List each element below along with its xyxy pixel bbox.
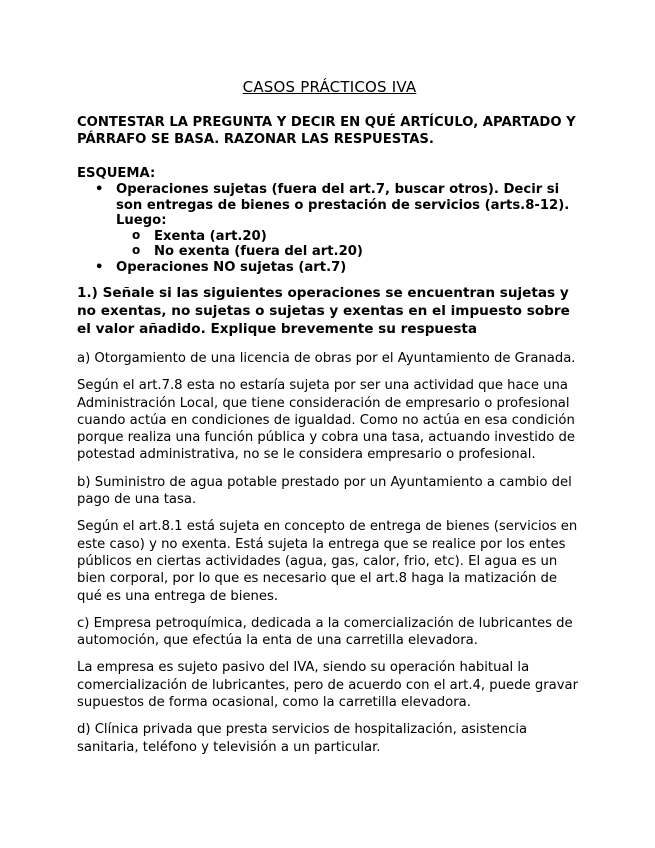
scheme-item-text: Operaciones NO sujetas (art.7): [116, 259, 347, 275]
scheme-item: [77, 260, 582, 276]
case-c-statement: c) Empresa petroquímica, dedicada a la comercialización de lubricantes de automoción, que efectúa la enta de una carretilla elevadora.: [77, 615, 573, 649]
scheme-sublist: [116, 229, 582, 260]
scheme-label: ESQUEMA:: [77, 166, 156, 181]
bullet-icon: •: [95, 259, 104, 275]
scheme-subitem: [116, 244, 582, 260]
case-a-statement: a) Otorgamiento de una licencia de obras por el Ayuntamiento de Granada.: [77, 351, 576, 366]
scheme-item-text: Operaciones sujetas (fuera del art.7, buscar otros). Decir si son entregas de bienes o prestación de servicios (arts.8-12). Luego:: [116, 182, 570, 228]
instruction-text: CONTESTAR LA PREGUNTA Y DECIR EN QUÉ ARTÍCULO, APARTADO Y PÁRRAFO SE BASA. RAZONAR LAS RESPUESTAS.: [77, 115, 576, 147]
scheme-list: [77, 182, 582, 275]
circle-bullet-icon: o: [132, 243, 141, 257]
case-b-answer: Según el art.8.1 está sujeta en concepto de entrega de bienes (servicios en este caso) y no exenta. Está sujeta la entrega que se realice por los entes públicos en ciertas actividades (agua, gas, calor, frio, etc). El agua es un bien corporal, por lo que es necesario que el art.8 haga la matización de qué es una entrega de bienes.: [77, 519, 578, 604]
scheme-item: [77, 182, 582, 260]
document-page: [77, 78, 582, 766]
question-heading: 1.) Señale si las siguientes operaciones se encuentran sujetas y no exentas, no sujetas o sujetas y exentas en el impuesto sobre el valor añadido. Explique brevemente su respuesta: [77, 285, 570, 337]
scheme-subitem: [116, 229, 582, 245]
case-a-answer: Según el art.7.8 esta no estaría sujeta por ser una actividad que hace una Administración Local, que tiene consideración de empresario o profesional cuando actúa en condiciones de igualdad. Como no actúa en esa condición porque realiza una función pública y cobra una tasa, actuando investido de potestad administrativa, no se le considera empresario o profesional.: [77, 378, 575, 463]
case-d-statement: d) Clínica privada que presta servicios de hospitalización, asistencia sanitaria, teléfono y televisión a un particular.: [77, 722, 528, 755]
case-b-statement: b) Suministro de agua potable prestado por un Ayuntamiento a cambio del pago de una tasa.: [77, 474, 572, 508]
case-c-answer: La empresa es sujeto pasivo del IVA, siendo su operación habitual la comercialización de lubricantes, pero de acuerdo con el art.4, puede gravar supuestos de forma ocasional, como la carretilla elevadora.: [77, 660, 579, 711]
document-title: CASOS PRÁCTICOS IVA: [242, 78, 417, 96]
scheme-subitem-text: No exenta (fuera del art.20): [154, 244, 363, 259]
bullet-icon: •: [95, 182, 104, 197]
circle-bullet-icon: o: [132, 227, 141, 242]
scheme-subitem-text: Exenta (art.20): [154, 228, 267, 244]
